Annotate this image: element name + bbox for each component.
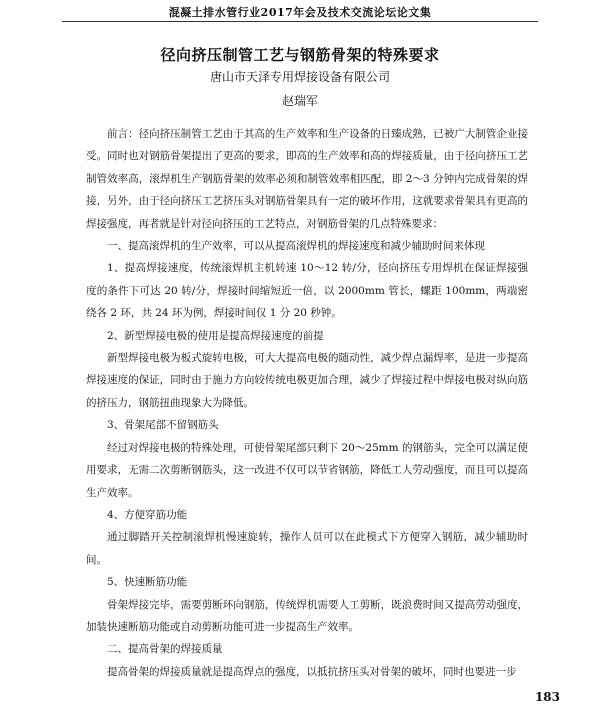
paragraph-1-5: 骨架焊接完毕，需要剪断环向钢筋，传统焊机需要人工剪断，既浪费时间又提高劳动强度，加装快速断筋功能或自动剪断功能可进一步提高生产效率。 [86,598,528,633]
section-heading-1: 一、提高滚焊机的生产效率，可以从提高滚焊机的焊接速度和减少辅助时间来体现 [107,240,485,253]
paragraph-1-2: 新型焊接电极为板式旋转电极，可大大提高电极的随动性，减少焊点漏焊率，是进一步提高焊接速度的保证，同时由于施力方向较传统电极更加合理，减少了焊接过程中焊接电极对纵向筋的挤压力，钢筋扭曲现象大为降低。 [86,352,528,409]
header-rule [62,21,538,22]
subheading-1-5: 5、快速断筋功能 [107,576,188,589]
running-head: 混凝土排水管行业2017年会及技术交流论坛论文集 [168,6,432,19]
paragraph-1-1: 1、提高焊接速度，传统滚焊机主机转速 10～12 转/分，径向挤压专用焊机在保证焊接强度的条件下可达 20 转/分，焊接时间缩短近一倍，以 2000mm 管长，螺距 100mm，两端密绕各 2 环，共 24 环为例，焊接时间仅 1 分 20 秒钟。 [86,262,528,320]
section-heading-2: 二、提高骨架的焊接质量 [107,643,223,656]
paragraph-1-4: 通过脚踏开关控制滚焊机慢速旋转，操作人员可以在此模式下方便穿入钢筋，减少辅助时间。 [86,531,528,566]
subheading-1-4: 4、方便穿筋功能 [107,508,188,521]
page-number: 183 [534,690,560,704]
paragraph-preface: 前言：径向挤压制管工艺由于其高的生产效率和生产设备的日臻成熟，已被广大制管企业接受。同时也对钢筋骨架提出了更高的要求，即高的生产效率和高的焊接质量，由于径向挤压工艺制管效率高，滚焊机生产钢筋骨架的效率必须和制管效率相匹配，即 2～3 分钟内完成骨架的焊接，另外，由于径向挤压工艺挤压头对钢筋骨架具有一定的破坏作用，这就要求骨架具有更高的焊接强度，再者就是针对径向挤压的工艺特点，对钢筋骨架的几点特殊要求： [86,128,528,230]
paragraph-1-3: 经过对焊接电极的特殊处理，可使骨架尾部只剩下 20～25mm 的钢筋头，完全可以满足使用要求，无需二次剪断钢筋头，这一改进不仅可以节省钢筋，降低工人劳动强度，而且可以提高生产效率。 [86,441,528,499]
author-name: 赵瑞军 [281,94,318,108]
subheading-1-2: 2、新型焊接电极的使用是提高焊接速度的前提 [107,329,324,342]
paper-title: 径向挤压制管工艺与钢筋骨架的特殊要求 [160,46,440,64]
author-affiliation: 唐山市天泽专用焊接设备有限公司 [209,70,390,84]
paragraph-2: 提高骨架的焊接质量就是提高焊点的强度，以抵抗挤压头对骨架的破坏，同时也要进一步 [107,665,517,678]
body-text [86,123,528,683]
subheading-1-3: 3、骨架尾部不留钢筋头 [107,419,219,432]
